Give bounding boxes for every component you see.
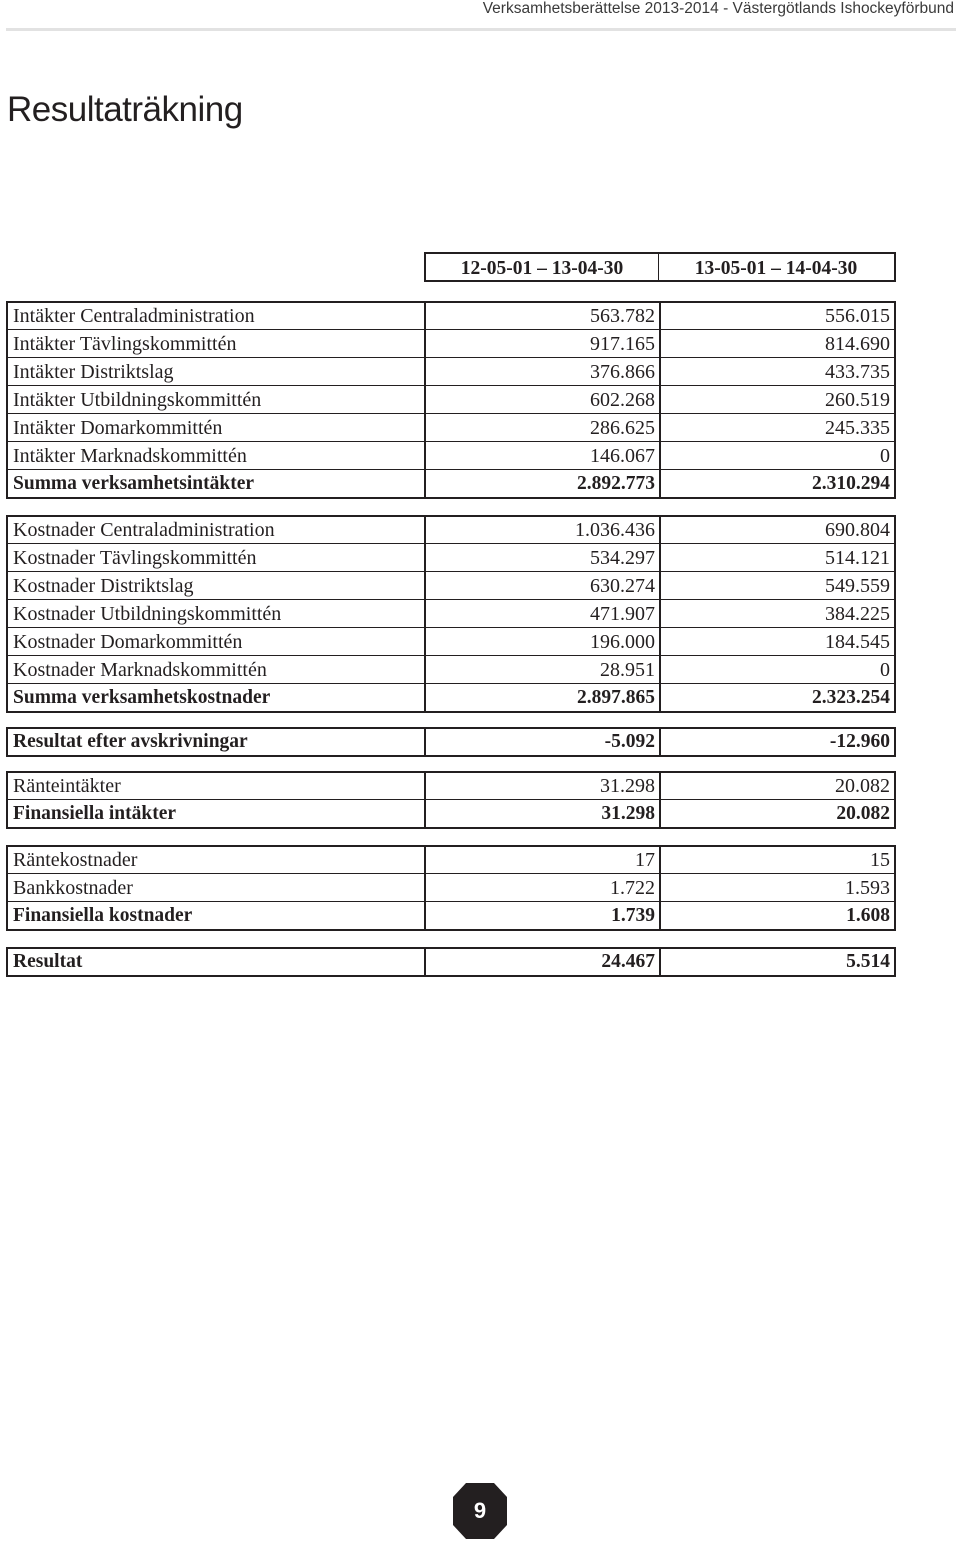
row-value-period1: 917.165 bbox=[590, 333, 655, 355]
result-section bbox=[6, 947, 896, 975]
column-header-period2: 13-05-01 – 14-04-30 bbox=[694, 258, 858, 279]
row-value-period2: 556.015 bbox=[825, 305, 890, 327]
table-row bbox=[6, 413, 896, 441]
after-depreciation-section bbox=[6, 727, 896, 755]
rule-horizontal bbox=[6, 901, 896, 902]
rule-vertical bbox=[894, 727, 896, 757]
rule-vertical bbox=[424, 515, 426, 713]
row-value-period2: 20.082 bbox=[836, 803, 890, 824]
column-header bbox=[424, 252, 896, 282]
row-value-period2: 0 bbox=[880, 659, 890, 681]
rule-vertical bbox=[659, 845, 661, 931]
costs-section bbox=[6, 515, 896, 711]
row-label: Intäkter Marknadskommittén bbox=[13, 445, 247, 467]
table-row bbox=[6, 329, 896, 357]
rule-vertical bbox=[6, 771, 8, 829]
rule-horizontal bbox=[6, 385, 896, 386]
row-value-period2: 5.514 bbox=[846, 951, 890, 972]
row-label: Resultat bbox=[13, 951, 83, 972]
rule-vertical bbox=[6, 515, 8, 713]
rule-vertical bbox=[424, 727, 426, 757]
row-label: Finansiella intäkter bbox=[13, 803, 177, 824]
row-value-period2: 2.310.294 bbox=[812, 473, 890, 494]
rule-horizontal bbox=[6, 571, 896, 572]
rule-horizontal bbox=[6, 627, 896, 628]
row-value-period2: 1.608 bbox=[846, 905, 890, 926]
page-number: 9 bbox=[473, 1498, 487, 1523]
table-row bbox=[6, 571, 896, 599]
rule-horizontal bbox=[6, 929, 896, 931]
rule-horizontal bbox=[6, 947, 896, 949]
running-header: Verksamhetsberättelse 2013-2014 - Västergötlands Ishockeyförbund bbox=[482, 0, 954, 17]
row-label: Kostnader Centraladministration bbox=[13, 519, 275, 541]
rule-vertical bbox=[659, 947, 661, 977]
rule-horizontal bbox=[6, 727, 896, 729]
table-row bbox=[6, 845, 896, 873]
row-value-period1: 17 bbox=[635, 849, 655, 871]
table-row bbox=[6, 385, 896, 413]
row-value-period2: 20.082 bbox=[835, 775, 890, 797]
rule-vertical bbox=[424, 845, 426, 931]
row-value-period1: 630.274 bbox=[590, 575, 655, 597]
row-value-period2: 690.804 bbox=[825, 519, 890, 541]
row-value-period1: 563.782 bbox=[590, 305, 655, 327]
row-label: Intäkter Centraladministration bbox=[13, 305, 255, 327]
row-value-period1: 196.000 bbox=[590, 631, 655, 653]
rule-vertical bbox=[6, 845, 8, 931]
rule-vertical bbox=[894, 515, 896, 713]
rule-vertical bbox=[659, 771, 661, 829]
row-value-period1: 24.467 bbox=[601, 951, 655, 972]
row-value-period1: 1.036.436 bbox=[575, 519, 655, 541]
rule-vertical bbox=[6, 727, 8, 757]
rule-vertical bbox=[424, 301, 426, 499]
row-label: Kostnader Utbildningskommittén bbox=[13, 603, 282, 625]
rule-horizontal bbox=[6, 543, 896, 544]
rule-horizontal bbox=[6, 845, 896, 847]
total-row-costs bbox=[6, 683, 896, 711]
table-row bbox=[6, 441, 896, 469]
rule-horizontal bbox=[6, 357, 896, 358]
row-label: Intäkter Domarkommittén bbox=[13, 417, 223, 439]
total-row-income bbox=[6, 469, 896, 497]
row-value-period2: 15 bbox=[870, 849, 890, 871]
rule-horizontal bbox=[6, 711, 896, 713]
rule-horizontal bbox=[6, 975, 896, 977]
table-row bbox=[6, 599, 896, 627]
row-value-period2: 184.545 bbox=[825, 631, 890, 653]
row-value-period2: 2.323.254 bbox=[812, 687, 890, 708]
table-row bbox=[6, 357, 896, 385]
row-value-period1: 1.722 bbox=[610, 877, 655, 899]
row-value-period1: 534.297 bbox=[590, 547, 655, 569]
row-value-period1: 1.739 bbox=[611, 905, 655, 926]
rule-vertical bbox=[894, 845, 896, 931]
row-value-period1: 31.298 bbox=[601, 803, 655, 824]
row-value-period1: 28.951 bbox=[600, 659, 655, 681]
rule-vertical bbox=[424, 947, 426, 977]
rule-vertical bbox=[894, 301, 896, 499]
rule-horizontal bbox=[6, 755, 896, 757]
column-header-period1: 12-05-01 – 13-04-30 bbox=[426, 254, 659, 280]
row-label: Ränteintäkter bbox=[13, 775, 121, 797]
financial-costs-section bbox=[6, 845, 896, 929]
rule-horizontal bbox=[6, 599, 896, 600]
row-value-period1: 602.268 bbox=[590, 389, 655, 411]
table-row bbox=[6, 543, 896, 571]
rule-horizontal bbox=[6, 683, 896, 684]
row-value-period1: 146.067 bbox=[590, 445, 655, 467]
income-section bbox=[6, 301, 896, 497]
total-row-result bbox=[6, 947, 896, 975]
row-label: Kostnader Distriktslag bbox=[13, 575, 194, 597]
row-label: Kostnader Tävlingskommittén bbox=[13, 547, 257, 569]
row-label: Intäkter Distriktslag bbox=[13, 361, 174, 383]
total-row-financial-income bbox=[6, 799, 896, 827]
rule-horizontal bbox=[6, 655, 896, 656]
table-row bbox=[6, 771, 896, 799]
rule-vertical bbox=[894, 947, 896, 977]
rule-horizontal bbox=[6, 827, 896, 829]
row-label: Räntekostnader bbox=[13, 849, 138, 871]
row-label: Summa verksamhetskostnader bbox=[13, 687, 271, 708]
row-value-period1: 2.892.773 bbox=[577, 473, 655, 494]
row-value-period1: 376.866 bbox=[590, 361, 655, 383]
rule-horizontal bbox=[6, 799, 896, 800]
row-label: Summa verksamhetsintäkter bbox=[13, 473, 255, 494]
rule-horizontal bbox=[6, 441, 896, 442]
row-value-period2: -12.960 bbox=[829, 731, 890, 752]
row-value-period1: 471.907 bbox=[590, 603, 655, 625]
table-row bbox=[6, 627, 896, 655]
row-value-period1: -5.092 bbox=[604, 731, 655, 752]
total-row-financial-costs bbox=[6, 901, 896, 929]
rule-vertical bbox=[659, 727, 661, 757]
rule-vertical bbox=[6, 947, 8, 977]
header-rule bbox=[6, 28, 956, 31]
row-value-period1: 2.897.865 bbox=[577, 687, 655, 708]
rule-vertical bbox=[6, 301, 8, 499]
row-value-period1: 286.625 bbox=[590, 417, 655, 439]
row-value-period2: 245.335 bbox=[825, 417, 890, 439]
rule-horizontal bbox=[6, 413, 896, 414]
table-row bbox=[6, 515, 896, 543]
rule-vertical bbox=[424, 771, 426, 829]
row-label: Kostnader Domarkommittén bbox=[13, 631, 243, 653]
row-label: Bankkostnader bbox=[13, 877, 133, 899]
rule-horizontal bbox=[6, 873, 896, 874]
row-value-period1: 31.298 bbox=[600, 775, 655, 797]
row-value-period2: 514.121 bbox=[825, 547, 890, 569]
rule-vertical bbox=[659, 515, 661, 713]
table-row bbox=[6, 301, 896, 329]
row-value-period2: 433.735 bbox=[825, 361, 890, 383]
rule-horizontal bbox=[6, 469, 896, 470]
row-value-period2: 384.225 bbox=[825, 603, 890, 625]
rule-horizontal bbox=[6, 301, 896, 303]
row-label: Kostnader Marknadskommittén bbox=[13, 659, 267, 681]
page-title: Resultaträkning bbox=[7, 90, 243, 129]
rule-vertical bbox=[659, 301, 661, 499]
row-value-period2: 814.690 bbox=[825, 333, 890, 355]
rule-horizontal bbox=[6, 497, 896, 499]
row-value-period2: 1.593 bbox=[845, 877, 890, 899]
row-label: Intäkter Utbildningskommittén bbox=[13, 389, 262, 411]
table-row bbox=[6, 873, 896, 901]
table-row bbox=[6, 655, 896, 683]
row-value-period2: 0 bbox=[880, 445, 890, 467]
rule-horizontal bbox=[6, 515, 896, 517]
rule-vertical bbox=[894, 771, 896, 829]
row-value-period2: 549.559 bbox=[825, 575, 890, 597]
row-value-period2: 260.519 bbox=[825, 389, 890, 411]
row-label: Finansiella kostnader bbox=[13, 905, 193, 926]
total-row-after-depreciation bbox=[6, 727, 896, 755]
row-label: Intäkter Tävlingskommittén bbox=[13, 333, 237, 355]
rule-horizontal bbox=[6, 329, 896, 330]
rule-horizontal bbox=[6, 771, 896, 773]
row-label: Resultat efter avskrivningar bbox=[13, 731, 248, 752]
